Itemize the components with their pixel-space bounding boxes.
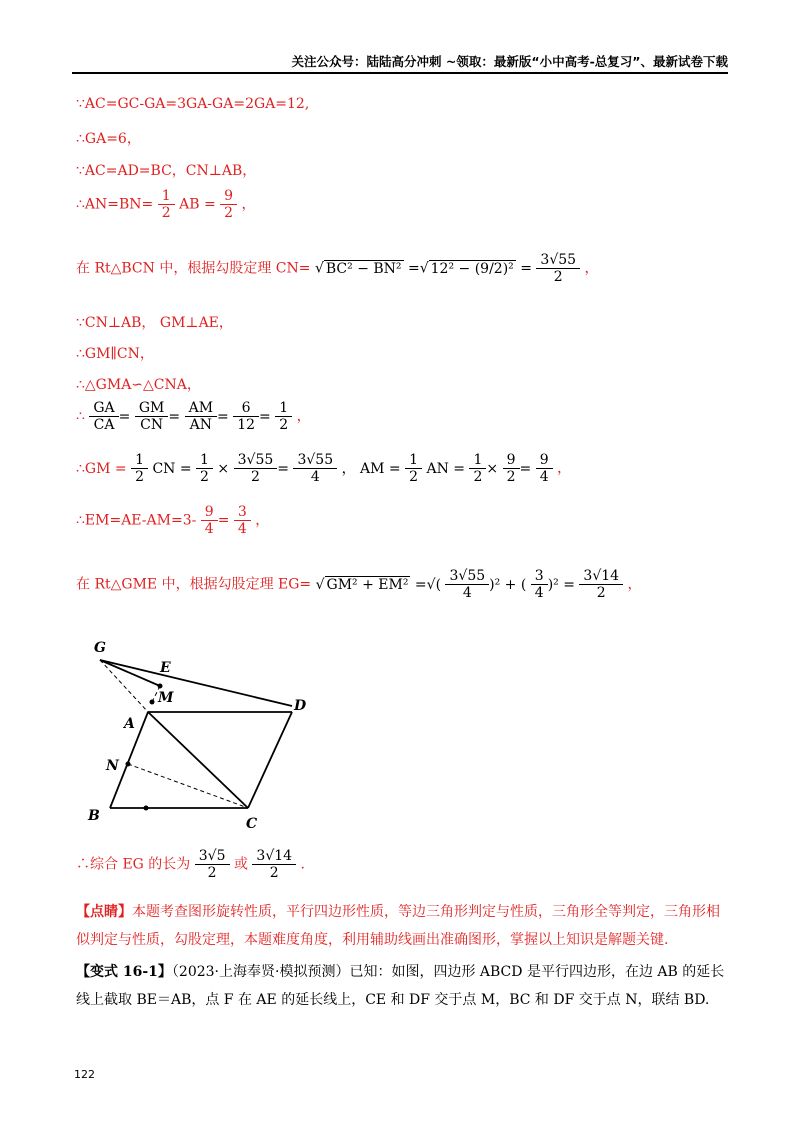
solution-line-11: ∴EM=AE-AM=3- $\frac{9}{4}$ = $\frac{3}{4}$ ，	[76, 504, 270, 538]
solution-line-10: ∴GM = $\frac{1}{2}$ CN = $\frac{1}{2}$ × $\frac{3√55}{2}$ = $\frac{3√55}{4}$ ， AM = $\frac{1}{2}$ AN = $\frac{1}{2}$ × $\frac{9}{2}$ = $\frac{9}{4}$ ，	[76, 452, 572, 486]
fraction-half-2: $\frac{1}{2}$	[277, 400, 290, 433]
radical-bc-bn: BC² − BN²	[325, 260, 402, 277]
fraction-gm-cn: $\frac{GM}{CN}$	[137, 400, 167, 433]
label-b: B	[88, 808, 100, 824]
fraction-nine-halves: $\frac{9}{2}$	[222, 188, 235, 221]
solution-line-9: ∴ $\frac{GA}{CA}$ = $\frac{GM}{CN}$ = $\frac{AM}{AN}$ = $\frac{6}{12}$ = $\frac{1}{2}$ ，	[76, 400, 311, 434]
label-a: A	[124, 716, 135, 732]
solution-line-8: ∴△GMA∽△CNA，	[76, 377, 201, 393]
radical-12-nine-halves: 12² − (9/2)²	[430, 260, 514, 277]
label-c: C	[246, 816, 258, 832]
fraction-ga-ca: $\frac{GA}{CA}$	[91, 400, 116, 433]
solution-line-2: ∴GA=6，	[76, 131, 141, 147]
variant-problem: 【变式 16-1】（2023·上海奉贤·模拟预测）已知：如图，四边形 ABCD 是平行四边形，在边 AB 的延长线上截取 BE＝AB，点 F 在 AE 的延长线上，CE 和 DF 交于点 M，BC 和 DF 交于点 N，联结 BD.	[76, 964, 725, 1008]
fraction-am-an: $\frac{AM}{AN}$	[187, 400, 215, 433]
ab-text: AB =	[179, 196, 216, 213]
solution-line-12: 在 Rt△GME 中，根据勾股定理 EG= √ GM² + EM² =√( $\frac{3√55}{4}$ )² + ( $\frac{3}{4}$ )² = $\frac{3√14}{2}$ ，	[76, 568, 642, 602]
page-header: 关注公众号：陆陆高分冲刺 ~领取：最新版“小中高考-总复习”、最新试卷下载	[291, 54, 728, 69]
label-n: N	[106, 758, 119, 774]
cn-prefix: 在 Rt△BCN 中，根据勾股定理 CN=	[76, 260, 311, 277]
solution-line-5: 在 Rt△BCN 中，根据勾股定理 CN= √ BC² − BN² =√ 12² − (9/2)² = $\frac{3√55}{2}$ ，	[76, 252, 599, 286]
header-rule	[72, 72, 728, 74]
solution-line-4: ∴AN=BN= $\frac{1}{2}$ AB = $\frac{9}{2}$ ，	[76, 188, 256, 222]
fraction-half: $\frac{1}{2}$	[160, 188, 173, 221]
label-d: D	[294, 698, 307, 714]
fraction-3root55-over-2: $\frac{3√55}{2}$	[538, 252, 578, 285]
fraction-6-12: $\frac{6}{12}$	[235, 400, 257, 433]
solution-conclusion: ∴综合 EG 的长为 $\frac{3√5}{2}$ 或 $\frac{3√14}{2}$ .	[76, 848, 305, 882]
solution-line-7: ∴GM∥CN，	[76, 346, 154, 362]
label-e: E	[160, 660, 171, 676]
solution-line-1: ∵AC=GC-GA=3GA-GA=2GA=12,	[76, 96, 310, 112]
solution-line-6: ∵CN⊥AB， GM⊥AE，	[76, 315, 233, 331]
label-m: M	[158, 690, 174, 706]
key-point-note: 【点睛】本题考查图形旋转性质，平行四边形性质，等边三角形判定与性质，三角形全等判定，三角形相似判定与性质，勾股定理，本题难度角度，利用辅助线画出准确图形，掌握以上知识是解题关键.	[76, 904, 720, 948]
label-g: G	[94, 640, 106, 656]
page-number: 122	[74, 1068, 95, 1081]
geometry-figure	[80, 630, 320, 840]
an-bn-prefix: ∴AN=BN=	[76, 196, 154, 213]
solution-line-3: ∵AC=AD=BC，CN⊥AB，	[76, 163, 257, 179]
